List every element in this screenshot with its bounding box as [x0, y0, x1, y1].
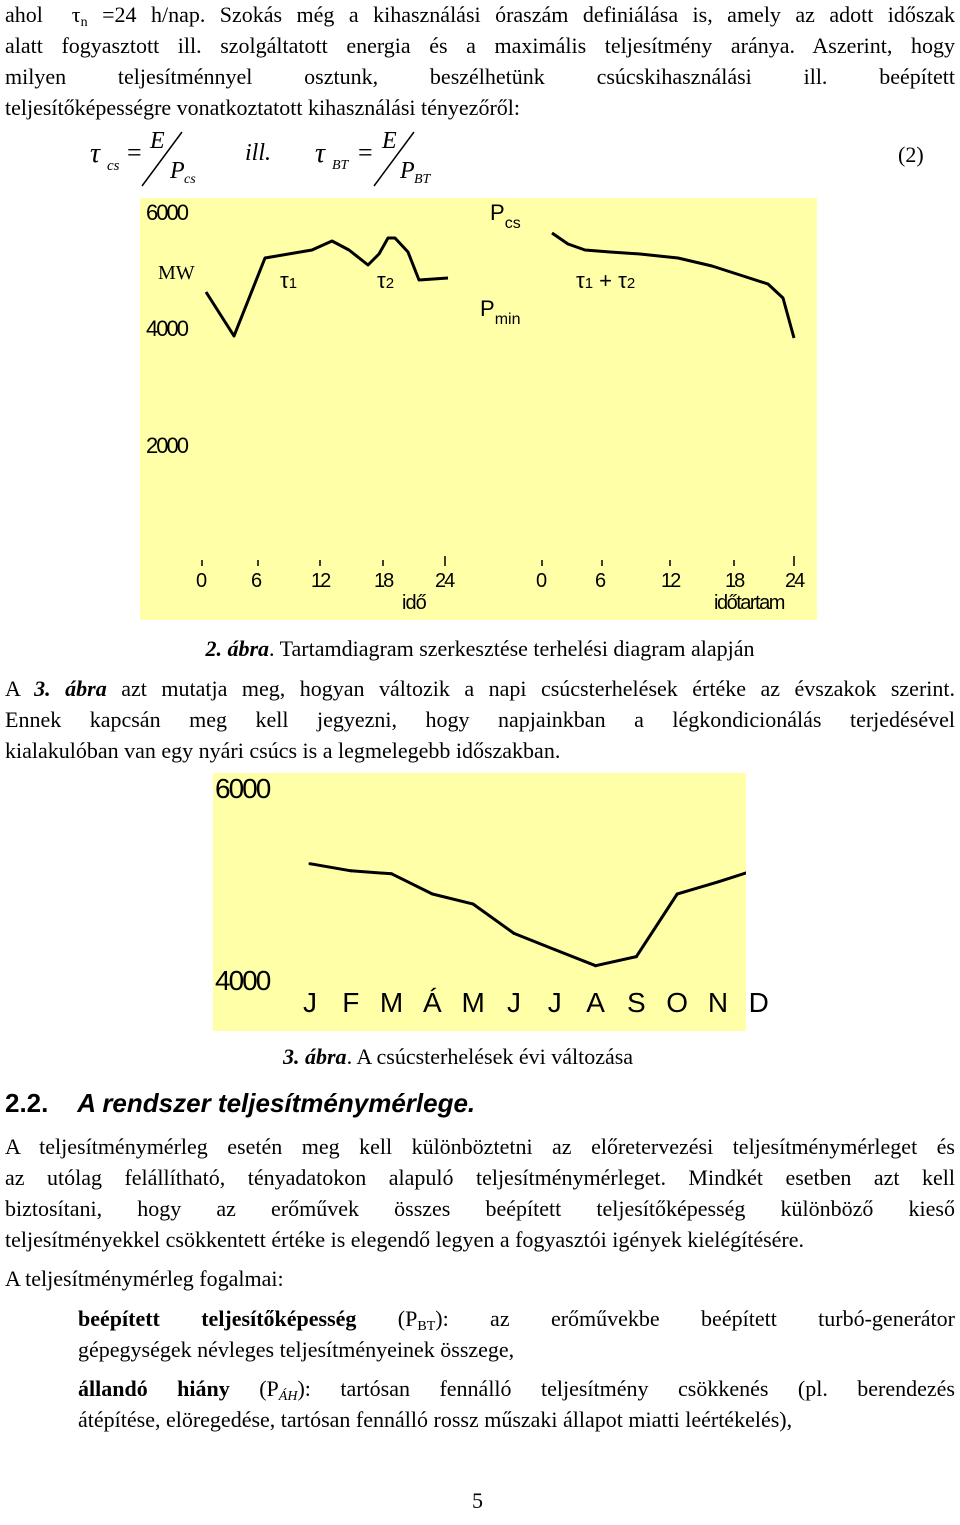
month-label: A: [586, 987, 605, 1018]
equation-number: (2): [898, 142, 924, 167]
month-label: M: [379, 987, 404, 1018]
label-tau1: τ1: [280, 268, 298, 293]
fig2-right-xtick: 12: [661, 570, 680, 592]
para1-line1: ahol $\tau_n =24$ h/nap. Szokás még a kihasználási óraszám definiálása is, amely az adott időszak: [5, 2, 956, 30]
month-label: Á: [423, 987, 442, 1018]
tau-symbol: τ: [71, 2, 81, 27]
data-point: [309, 862, 312, 865]
fig2-left-xtick: 24: [435, 570, 454, 592]
fig2-left-xlabel: idő: [402, 592, 426, 614]
para1-line2: alatt fogyasztott ill. szolgáltatott energia és a maximális teljesítmény aránya. Aszerint, hogy: [5, 33, 955, 58]
para2-line2: Ennek kapcsán meg kell jegyezni, hogy napjainkban a légkondicionálás terjedésével: [5, 707, 955, 732]
para3-line2: az utólag felállítható, tényadatokon alapuló teljesítménymérleget. Mindkét esetben azt kell: [5, 1165, 955, 1190]
month-label: N: [707, 987, 729, 1018]
data-point: [594, 964, 597, 967]
data-point: [431, 893, 434, 896]
fig2-y-unit: MW: [158, 262, 195, 284]
fig2-left-xtick: 12: [311, 570, 330, 592]
month-label: D: [748, 987, 769, 1018]
page-number: 5: [472, 1488, 483, 1513]
month-label: F: [342, 987, 360, 1018]
para3-line1: A teljesítménymérleg esetén meg kell különböztetni az előretervezési teljesítménymérleget és: [5, 1134, 955, 1159]
fig2-left-xtick: 18: [374, 570, 393, 592]
def2-line2: átépítése, elöregedése, tartósan fennálló rossz műszaki állapot miatti leértékelés),: [78, 1407, 793, 1432]
fig3-ytick-6000: 6000: [215, 773, 270, 804]
month-label: S: [627, 987, 646, 1018]
def1-term: beépített teljesítőképesség: [78, 1306, 357, 1331]
para2-line3: kialakulóban van egy nyári csúcs is a legmelegebb időszakban.: [5, 738, 561, 763]
para1-line4: teljesítőképességre vonatkoztatott kihasználási tényezőről:: [5, 95, 520, 120]
fig2-right-xlabel: időtartam: [714, 592, 784, 614]
figure-3: [213, 773, 769, 1031]
fig2-ytick-4000: 4000: [146, 316, 187, 341]
fig2-left-xtick: 0: [196, 570, 208, 592]
fig2-ytick-6000: 6000: [146, 200, 187, 225]
month-label: J: [507, 987, 521, 1018]
fig2-right-xtick: 24: [785, 570, 804, 592]
data-point: [390, 872, 393, 875]
month-label: J: [547, 987, 562, 1018]
para1-line3: milyen teljesítménnyel osztunk, beszélhetünk csúcskihasználási ill. beépített: [5, 64, 955, 89]
data-point: [513, 932, 516, 935]
figure-2: [140, 198, 817, 620]
para2-line1: A 3. ábra azt mutatja meg, hogyan változik a napi csúcsterhelések értéke az évszakok szerint.: [5, 676, 955, 701]
fig2-caption: 2. ábra. Tartamdiagram szerkesztése terhelési diagram alapján: [205, 636, 755, 661]
def2-term: állandó hiány: [78, 1376, 230, 1401]
month-label: J: [303, 987, 317, 1018]
section-heading: 2.2. A rendszer teljesítménymérlege.: [5, 1088, 476, 1118]
fig2-right-xtick: 18: [725, 570, 744, 592]
data-point: [349, 869, 352, 872]
data-point: [472, 903, 475, 906]
def1-line1: beépített teljesítőképesség $(P_{BT})$: az erőművekbe beépített turbó-generátor: [78, 1306, 955, 1334]
fig2-right-xtick: 0: [536, 570, 548, 592]
fig2-background: [140, 198, 817, 620]
fig3-caption: 3. ábra. A csúcsterhelések évi változása: [283, 1044, 634, 1069]
para3-line4: teljesítményekkel csökkentett értéke is elegendő legyen a fogyasztói igények kielégítésére.: [5, 1227, 805, 1252]
data-point: [717, 880, 720, 883]
def1-line2: gépegységek névleges teljesítményeinek összege,: [78, 1337, 515, 1362]
data-point: [635, 955, 638, 958]
fig2-left-xtick: 6: [251, 570, 263, 592]
month-label: O: [666, 987, 689, 1018]
label-pcs: $P_{cs}$: [490, 200, 521, 232]
def2-line1: állandó hiány $(P_{ÁH})$: tartósan fennálló teljesítmény csökkenés (pl. berendezés: [78, 1376, 955, 1404]
data-point: [553, 948, 556, 951]
fig2-right-xtick: 6: [595, 570, 607, 592]
para3-line3: biztosítani, hogy az erőművek összes beépített teljesítőképesség különböző kieső: [5, 1196, 955, 1221]
label-tau-sum: τ1 + τ2: [576, 268, 636, 293]
para4-line1: A teljesítménymérleg fogalmai:: [5, 1266, 284, 1291]
label-pmin: $P_{min}$: [480, 296, 521, 328]
data-point: [676, 893, 679, 896]
month-label: M: [461, 987, 485, 1018]
label-tau2: τ2: [377, 268, 395, 293]
fig3-ytick-4000: 4000: [215, 965, 270, 996]
fig2-ytick-2000: 2000: [146, 433, 187, 458]
